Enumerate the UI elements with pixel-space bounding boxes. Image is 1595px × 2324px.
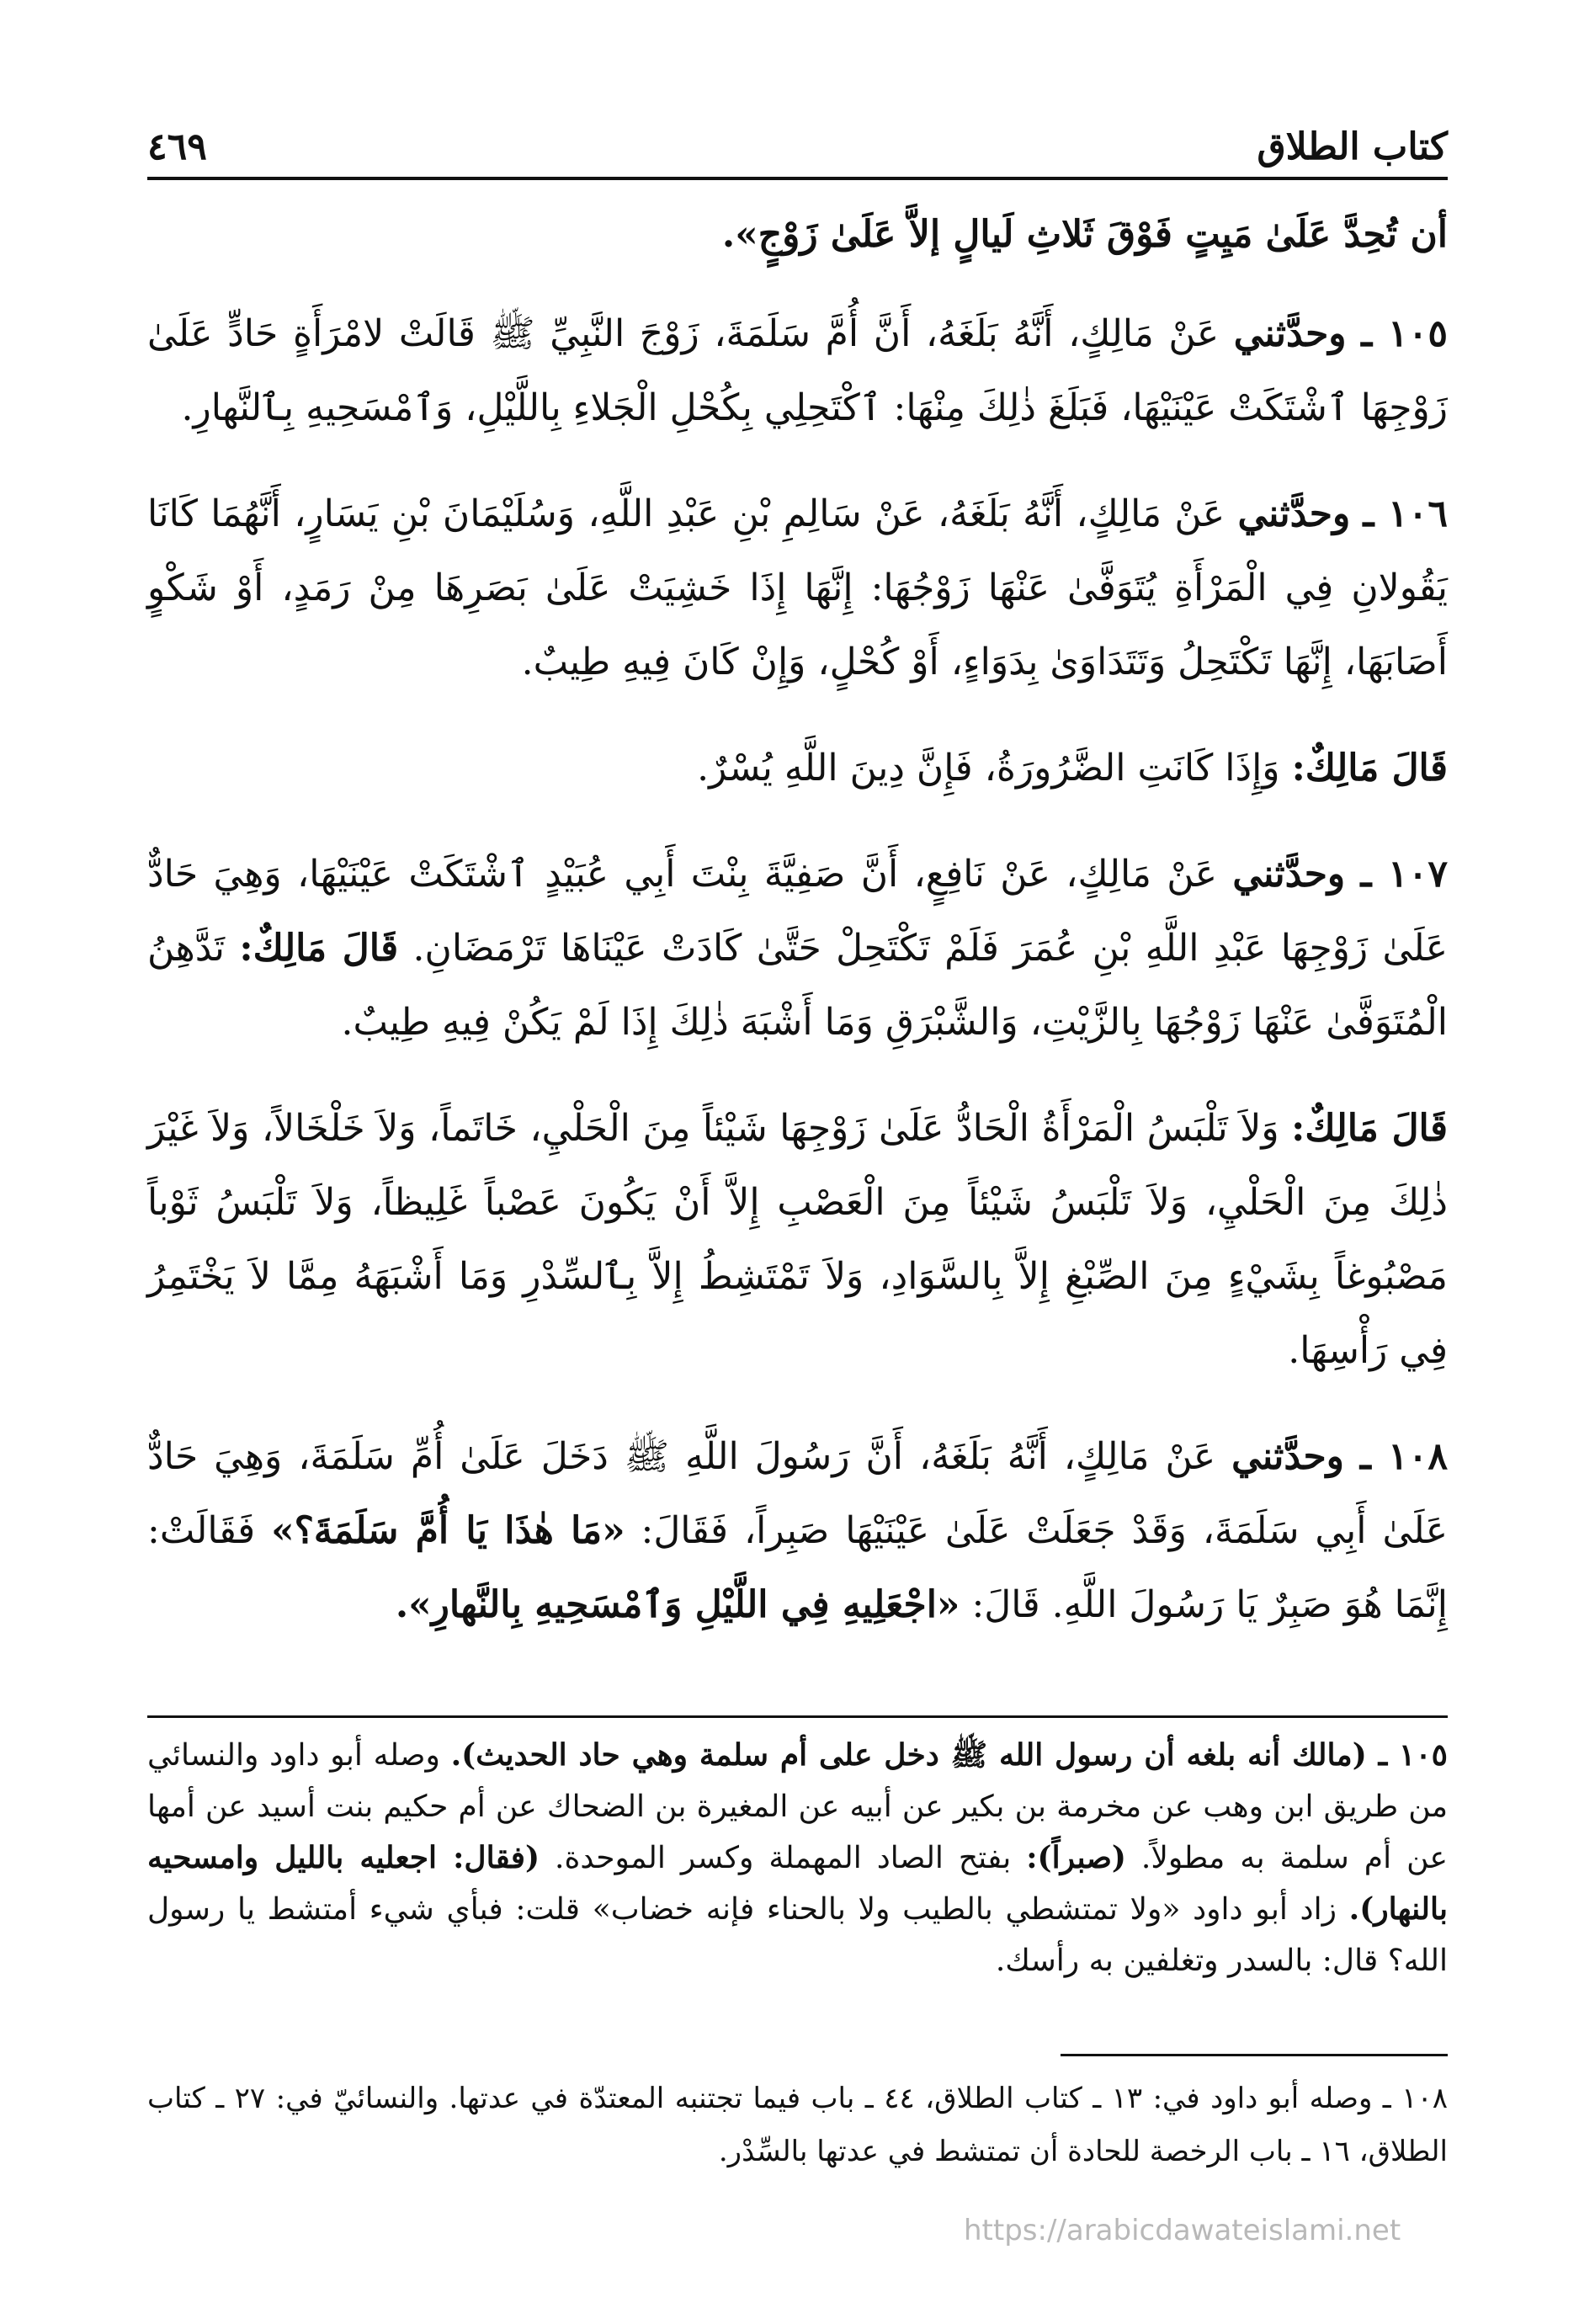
comment-text: وَلاَ تَلْبَسُ الْمَرْأَةُ الْحَادُّ عَلَىٰ زَوْجِهَا شَيْئاً مِنَ الْحَلْيِ، خَاتَماً، وَلاَ خَلْخَالاً، وَلاَ غَيْرَ ذٰلِكَ مِنَ الْحَلْيِ، وَلاَ تَلْبَسُ شَيْئاً مِنَ الْعَصْبِ إِلاَّ أَنْ يَكُونَ عَصْباً غَلِيظاً، وَلاَ تَلْبَسُ ثَوْباً مَصْبُوغاً بِشَيْءٍ مِنَ الصِّبْغِ إِلاَّ بِالسَّوَادِ، وَلاَ تَمْتَشِطُ إِلاَّ بِٱلسِّدْرِ وَمَا أَشْبَهَهُ مِمَّا لاَ يَخْتَمِرُ فِي رَأْسِهَا. <box>147 1107 1448 1372</box>
footnotes <box>147 1730 1448 1986</box>
comment-text: وَإِذَا كَانَتِ الضَّرُورَةُ، فَإِنَّ دِينَ اللَّهِ يُسْرٌ. <box>697 747 1280 790</box>
hadith-number: ١٠٦ ـ <box>1363 492 1448 535</box>
hadith-105 <box>147 297 1448 445</box>
hadith-text: عَنْ مَالِكٍ، أَنَّهُ بَلَغَهُ، عَنْ سَالِمِ بْنِ عَبْدِ اللَّهِ، وَسُلَيْمَانَ بْنِ يَسَارٍ، أَنَّهُمَا كَانَا يَقُولانِ فِي الْمَرْأَةِ يُتَوَفَّىٰ عَنْهَا زَوْجُهَا: إِنَّهَا إِذَا خَشِيَتْ عَلَىٰ بَصَرِهَا مِنْ رَمَدٍ، أَوْ شَكْوٍ أَصَابَهَا، إِنَّهَا تَكْتَحِلُ وَتَتَدَاوَىٰ بِدَوَاءٍ، أَوْ كُحْلٍ، وَإِنْ كَانَ فِيهِ طِيبٌ. <box>147 492 1448 683</box>
comment-text: تَدَّهِنُ الْمُتَوَفَّىٰ عَنْهَا زَوْجُهَا بِالزَّيْتِ، وَالشَّبْرَقِ وَمَا أَشْبَهَ ذٰلِكَ إِذَا لَمْ يَكُنْ فِيهِ طِيبٌ. <box>147 927 1448 1044</box>
malik-said: قَالَ مَالِكٌ: <box>1291 1107 1448 1150</box>
hadith-number: ١٠٥ ـ <box>1361 312 1448 355</box>
paragraph-continuation: أن تُحِدَّ عَلَىٰ مَيِتٍ فَوْقَ ثَلاثِ لَيالٍ إلاَّ عَلَىٰ زَوْجٍ». <box>721 213 1448 256</box>
footnote-term: (فقال: اجعليه بالليل وامسحيه بالنهار). <box>147 1840 1448 1927</box>
malik-comment <box>147 1092 1448 1388</box>
footnote-text: وصله أبو داود والنسائي من طريق ابن وهب عن مخرمة بن بكير عن أبيه عن المغيرة بن الضحاك عن أم حكيم بنت أسيد عن أمها عن أم سلمة به مطولاً. <box>147 1738 1448 1875</box>
footnote-divider-short <box>1061 2054 1448 2056</box>
prophet-quote: «اجْعَلِيهِ فِي اللَّيْلِ وَٱمْسَحِيهِ بِالنَّهارِ». <box>395 1583 960 1626</box>
malik-comment <box>147 731 1448 806</box>
footnote-term: (صبراً): <box>1026 1840 1126 1875</box>
malik-said: قَالَ مَالِكٌ: <box>239 927 399 970</box>
hadith-108 <box>147 1420 1448 1642</box>
footnote-divider <box>147 1715 1448 1718</box>
hadith-106 <box>147 477 1448 699</box>
narration-opening: وحدَّثني <box>1232 853 1346 896</box>
narration-opening: وحدَّثني <box>1233 312 1347 355</box>
book-title: كتاب الطلاق <box>1257 125 1448 168</box>
hadith-text: عَنْ مَالِكٍ، عَنْ نَافِعٍ، أَنَّ صَفِيَّةَ بِنْتَ أَبِي عُبَيْدٍ ٱشْتَكَتْ عَيْنَيْهَا، وَهِيَ حَادٌّ عَلَىٰ زَوْجِهَا عَبْدِ اللَّهِ بْنِ عُمَرَ فَلَمْ تَكْتَحِلْ حَتَّىٰ كَادَتْ عَيْنَاهَا تَرْمَضَانِ. <box>147 853 1448 970</box>
watermark-url: https://arabicdawateislami.net <box>964 2214 1401 2247</box>
footnote-105 <box>147 1730 1448 1986</box>
hadith-text: فَقَالَتْ: إِنَّمَا هُوَ صَبِرٌ يَا رَسُولَ اللَّهِ. قَالَ: <box>147 1509 1448 1626</box>
footnote-text: زاد أبو داود «ولا تمتشطي بالطيب ولا بالحناء فإنه خضاب» قلت: فبأي شيء أمتشط يا رسول الله؟ قال: بالسدر وتغلفين به رأسك. <box>147 1892 1448 1978</box>
narration-opening: وحدَّثني <box>1237 492 1351 535</box>
hadith-text: عَنْ مَالِكٍ، أَنَّهُ بَلَغَهُ، أَنَّ أُمَّ سَلَمَةَ، زَوْجَ النَّبِيِّ ﷺ قَالَتْ لامْرَأَةٍ حَادٍّ عَلَىٰ زَوْجِهَا ٱشْتَكَتْ عَيْنَيْهَا، فَبَلَغَ ذٰلِكَ مِنْهَا: ٱكْتَحِلِي بِكُحْلِ الْجَلاءِ بِاللَّيْلِ، وَٱمْسَحِيهِ بِٱلنَّهارِ. <box>147 312 1448 429</box>
hadith-text: عَنْ مَالِكٍ، أَنَّهُ بَلَغَهُ، أَنَّ رَسُولَ اللَّهِ ﷺ دَخَلَ عَلَىٰ أُمِّ سَلَمَةَ، وَهِيَ حَادٌّ عَلَىٰ أَبِي سَلَمَةَ، وَقَدْ جَعَلَتْ عَلَىٰ عَيْنَيْهَا صَبِراً، فَقَالَ: <box>147 1435 1448 1552</box>
footnote-heading: ١٠٥ ـ (مالك أنه بلغه أن رسول الله ﷺ دخل على أم سلمة وهي حاد الحديث). <box>450 1737 1448 1773</box>
page-number: ٤٦٩ <box>147 125 207 168</box>
footnote-108: ١٠٨ ـ وصله أبو داود في: ١٣ ـ كتاب الطلاق، ٤٤ ـ باب فيما تجتنبه المعتدّة في عدتها. والنسائيّ في: ٢٧ ـ كتاب الطلاق، ١٦ ـ باب الرخصة للحادة أن تمتشط في عدتها بالسِّدْر. <box>147 2082 1449 2168</box>
narration-opening: وحدَّثني <box>1231 1435 1344 1478</box>
main-text <box>147 198 1448 1674</box>
footnotes-references <box>147 2072 1448 2178</box>
hadith-number: ١٠٨ ـ <box>1359 1435 1448 1478</box>
malik-said: قَالَ مَالِكٌ: <box>1291 747 1448 790</box>
page-header <box>147 101 1448 180</box>
hadith-107 <box>147 838 1448 1060</box>
footnote-text: بفتح الصاد المهملة وكسر الموحدة. <box>555 1841 1012 1875</box>
hadith-number: ١٠٧ ـ <box>1360 853 1448 896</box>
prophet-quote: «مَا هٰذَا يَا أُمَّ سَلَمَةَ؟» <box>271 1509 625 1552</box>
